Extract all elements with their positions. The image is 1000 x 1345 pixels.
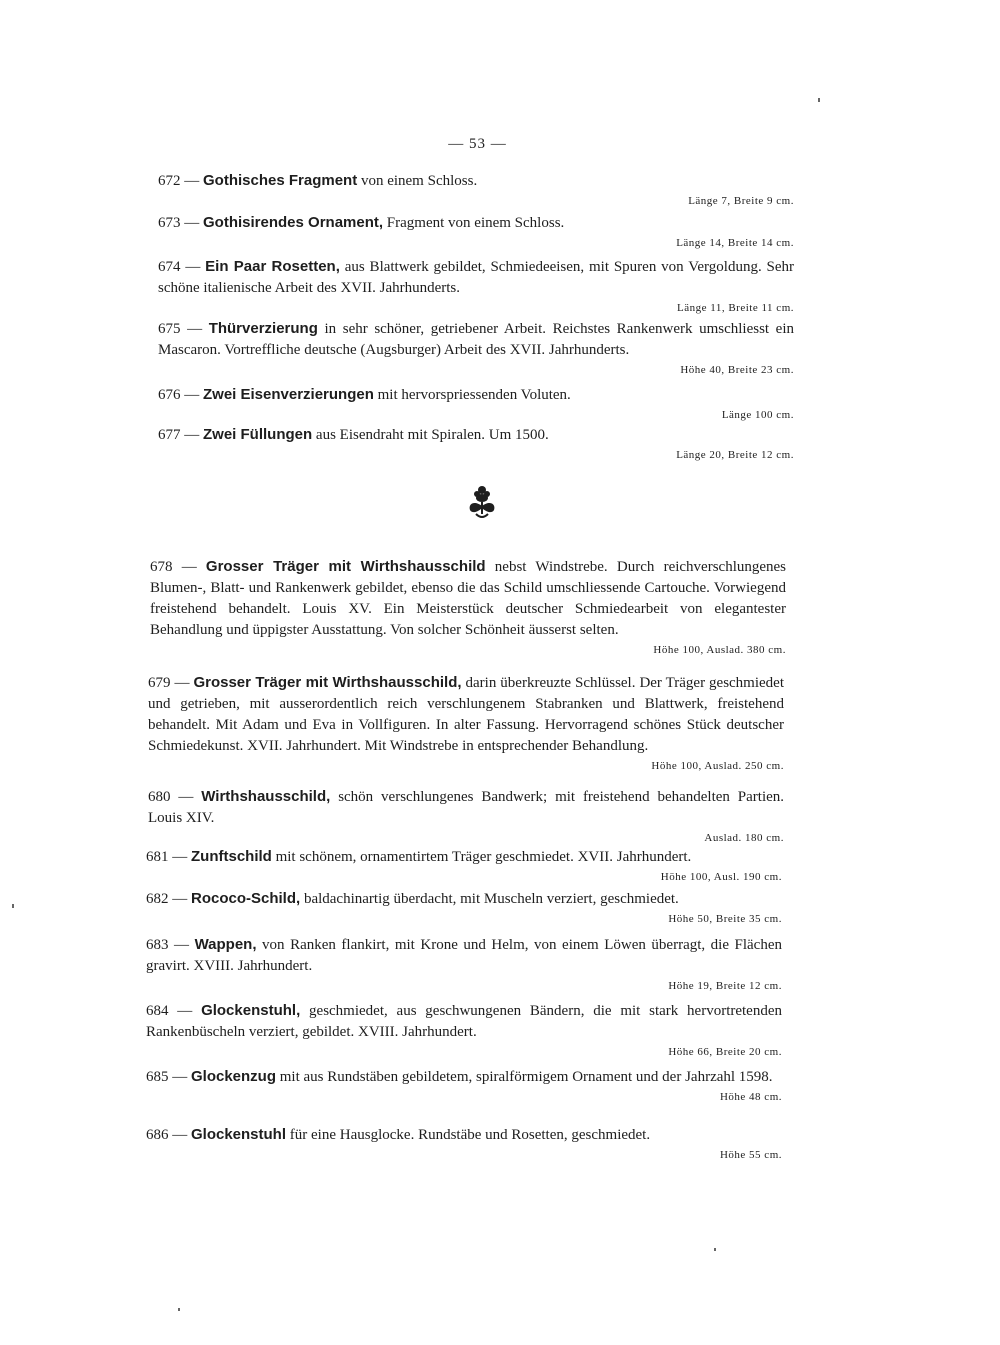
entry-title: Wappen,	[194, 936, 257, 953]
scan-speck	[714, 1248, 716, 1251]
entry-number: 678	[150, 559, 173, 575]
catalog-entry-683: 683 — Wappen, von Ranken flankirt, mit Krone und Helm, von einem Löwen überragt, die Flächen gravirt. XVIII. Jahrhundert. Höhe 19, Breite 12 cm.	[146, 936, 783, 992]
entry-number: 675	[158, 321, 181, 337]
entry-dimensions: Länge 20, Breite 12 cm.	[676, 449, 794, 461]
entry-title: Thürverzierung	[208, 320, 318, 337]
entry-number: 679	[148, 675, 171, 691]
entry-number: 681	[146, 849, 169, 865]
entry-description: Fragment von einem Schloss.	[386, 215, 565, 231]
floral-ornament-icon	[462, 482, 502, 522]
entry-description: in sehr schöner, getriebener Arbeit. Reichstes Rankenwerk umschliesst ein Mascaron. Vortreffliche deutsche (Augsburger) Arbeit des XVII. Jahrhunderts.	[158, 321, 794, 358]
entry-number: 677	[158, 427, 181, 443]
page-number: — 53 —	[448, 136, 507, 152]
entry-dimensions: Höhe 100, Auslad. 250 cm.	[651, 760, 784, 772]
entry-title: Grosser Träger mit Wirthshausschild	[205, 558, 486, 575]
entry-number: 682	[146, 891, 169, 907]
entry-title: Gothisches Fragment	[203, 172, 358, 189]
entry-description: schön verschlungenes Bandwerk; mit freistehend behandelten Partien. Louis XIV.	[148, 789, 785, 826]
entry-number: 684	[146, 1003, 169, 1019]
catalog-entry-679: 679 — Grosser Träger mit Wirthshausschild, darin überkreuzte Schlüssel. Der Träger geschmiedet und getrieben, mit ausserordentlich reich verschlungenem Stabranken und Blattwerk, freistehend behandelt. Mit Adam und Eva in Vollfiguren. In alter Fassung. Hervorragend schönes Stück deutscher Schmiedekunst. XVII. Jahrhundert. Mit Windstrebe in entsprechender Behandlung. Höhe 100, Auslad. 250 cm.	[148, 674, 785, 772]
entry-number: 672	[158, 173, 181, 189]
entry-dimensions: Länge 14, Breite 14 cm.	[676, 237, 794, 249]
entry-dimensions: Höhe 19, Breite 12 cm.	[668, 980, 782, 992]
entry-dimensions: Auslad. 180 cm.	[704, 832, 784, 844]
entry-title: Glockenstuhl,	[201, 1002, 301, 1019]
entry-title: Zwei Eisenverzierungen	[203, 386, 374, 403]
catalog-entry-673: 673 — Gothisirendes Ornament, Fragment von einem Schloss. Länge 14, Breite 14 cm.	[158, 214, 794, 249]
entry-description: mit hervorspriessenden Voluten.	[377, 387, 571, 403]
entry-description: baldachinartig überdacht, mit Muscheln verziert, geschmiedet.	[303, 891, 679, 907]
catalog-entry-685: 685 — Glockenzug mit aus Rundstäben gebildetem, spiralförmigem Ornament und der Jahrzahl 1598. Höhe 48 cm.	[146, 1068, 782, 1103]
entry-number: 674	[158, 259, 181, 275]
scan-speck	[178, 1308, 180, 1311]
entry-dimensions: Höhe 55 cm.	[719, 1149, 782, 1161]
entry-dimensions: Höhe 40, Breite 23 cm.	[680, 364, 794, 376]
entry-title: Wirthshausschild,	[201, 788, 331, 805]
entry-dimensions: Höhe 66, Breite 20 cm.	[668, 1046, 782, 1058]
entry-dimensions: Höhe 50, Breite 35 cm.	[668, 913, 782, 925]
catalog-entry-677: 677 — Zwei Füllungen aus Eisendraht mit Spiralen. Um 1500. Länge 20, Breite 12 cm.	[158, 426, 794, 461]
entry-description: nebst Windstrebe. Durch reichverschlungenes Blumen-, Blatt- und Rankenwerk gebildet, ebenso die das Schild umschliessende Cartouche. Vorwiegend freistehend behandelt. Louis XV. Ein Meisterstück deutscher Schmiedearbeit von elegantester Behandlung und üppigster Ausstattung. Von solcher Schönheit äusserst selten.	[150, 559, 787, 638]
entry-number: 686	[146, 1127, 169, 1143]
entry-description: mit aus Rundstäben gebildetem, spiralförmigem Ornament und der Jahrzahl 1598.	[279, 1069, 773, 1085]
entry-title: Glockenstuhl	[191, 1126, 287, 1143]
entry-title: Gothisirendes Ornament,	[203, 214, 384, 231]
entry-dimensions: Länge 100 cm.	[721, 409, 794, 421]
catalog-entry-676: 676 — Zwei Eisenverzierungen mit hervorspriessenden Voluten. Länge 100 cm.	[158, 386, 794, 421]
entry-dimensions: Länge 11, Breite 11 cm.	[677, 302, 794, 314]
entry-title: Zunftschild	[191, 848, 272, 865]
entry-dimensions: Höhe 48 cm.	[719, 1091, 782, 1103]
entry-title: Rococo-Schild,	[191, 890, 301, 907]
catalog-entry-684: 684 — Glockenstuhl, geschmiedet, aus geschwungenen Bändern, die mit stark hervortretenden Rankenbüscheln verziert, gebildet. XVIII. Jahrhundert. Höhe 66, Breite 20 cm.	[146, 1002, 782, 1058]
entry-dimensions: Länge 7, Breite 9 cm.	[688, 195, 794, 207]
entry-description: von Ranken flankirt, mit Krone und Helm, von einem Löwen überragt, die Flächen gravirt. XVIII. Jahrhundert.	[146, 937, 783, 974]
entry-description: für eine Hausglocke. Rundstäbe und Rosetten, geschmiedet.	[289, 1127, 651, 1143]
entry-description: darin überkreuzte Schlüssel. Der Träger geschmiedet und getrieben, mit ausserordentlich reich verschlungenem Stabranken und Blattwerk, freistehend behandelt. Mit Adam und Eva in Vollfiguren. In alter Fassung. Hervorragend schönes Stück deutscher Schmiedekunst. XVII. Jahrhundert. Mit Windstrebe in entsprechender Behandlung.	[148, 675, 785, 754]
entry-title: Zwei Füllungen	[203, 426, 313, 443]
entry-description: aus Eisendraht mit Spiralen. Um 1500.	[315, 427, 549, 443]
entry-description: mit schönem, ornamentirtem Träger geschmiedet. XVII. Jahrhundert.	[275, 849, 692, 865]
entry-title: Glockenzug	[191, 1068, 277, 1085]
entry-number: 683	[146, 937, 169, 953]
entry-number: 673	[158, 215, 181, 231]
scan-speck	[12, 904, 14, 908]
entry-number: 680	[148, 789, 171, 805]
entry-dimensions: Höhe 100, Auslad. 380 cm.	[653, 644, 786, 656]
catalog-entry-678: 678 — Grosser Träger mit Wirthshausschild nebst Windstrebe. Durch reichverschlungenes Blumen-, Blatt- und Rankenwerk gebildet, ebenso die das Schild umschliessende Cartouche. Vorwiegend freistehend behandelt. Louis XV. Ein Meisterstück deutscher Schmiedearbeit von elegantester Behandlung und üppigster Ausstattung. Von solcher Schönheit äusserst selten. Höhe 100, Auslad. 380 cm.	[150, 558, 787, 656]
entry-number: 685	[146, 1069, 169, 1085]
catalog-entry-680: 680 — Wirthshausschild, schön verschlungenes Bandwerk; mit freistehend behandelten Partien. Louis XIV. Auslad. 180 cm.	[148, 788, 785, 844]
catalog-entry-672: 672 — Gothisches Fragment von einem Schloss. Länge 7, Breite 9 cm.	[158, 172, 794, 207]
scan-speck	[818, 98, 820, 102]
catalog-entry-681: 681 — Zunftschild mit schönem, ornamentirtem Träger geschmiedet. XVII. Jahrhundert. Höhe 100, Ausl. 190 cm.	[146, 848, 782, 883]
entry-description: aus Blattwerk gebildet, Schmiedeeisen, mit Spuren von Vergoldung. Sehr schöne italienische Arbeit des XVII. Jahrhunderts.	[158, 259, 795, 296]
catalog-entry-682: 682 — Rococo-Schild, baldachinartig überdacht, mit Muscheln verziert, geschmiedet. Höhe 50, Breite 35 cm.	[146, 890, 782, 925]
entry-number: 676	[158, 387, 181, 403]
entry-description: geschmiedet, aus geschwungenen Bändern, die mit stark hervortretenden Rankenbüscheln verziert, gebildet. XVIII. Jahrhundert.	[146, 1003, 782, 1040]
entry-description: von einem Schloss.	[360, 173, 478, 189]
entry-dimensions: Höhe 100, Ausl. 190 cm.	[660, 871, 782, 883]
catalog-entry-686: 686 — Glockenstuhl für eine Hausglocke. Rundstäbe und Rosetten, geschmiedet. Höhe 55 cm.	[146, 1126, 782, 1161]
entry-title: Ein Paar Rosetten,	[205, 258, 340, 275]
entry-title: Grosser Träger mit Wirthshausschild,	[193, 674, 462, 691]
catalog-entry-675: 675 — Thürverzierung in sehr schöner, getriebener Arbeit. Reichstes Rankenwerk umschliesst ein Mascaron. Vortreffliche deutsche (Augsburger) Arbeit des XVII. Jahrhunderts. Höhe 40, Breite 23 cm.	[158, 320, 794, 376]
catalog-entry-674: 674 — Ein Paar Rosetten, aus Blattwerk gebildet, Schmiedeeisen, mit Spuren von Vergoldung. Sehr schöne italienische Arbeit des XVII. Jahrhunderts. Länge 11, Breite 11 cm.	[158, 258, 795, 314]
